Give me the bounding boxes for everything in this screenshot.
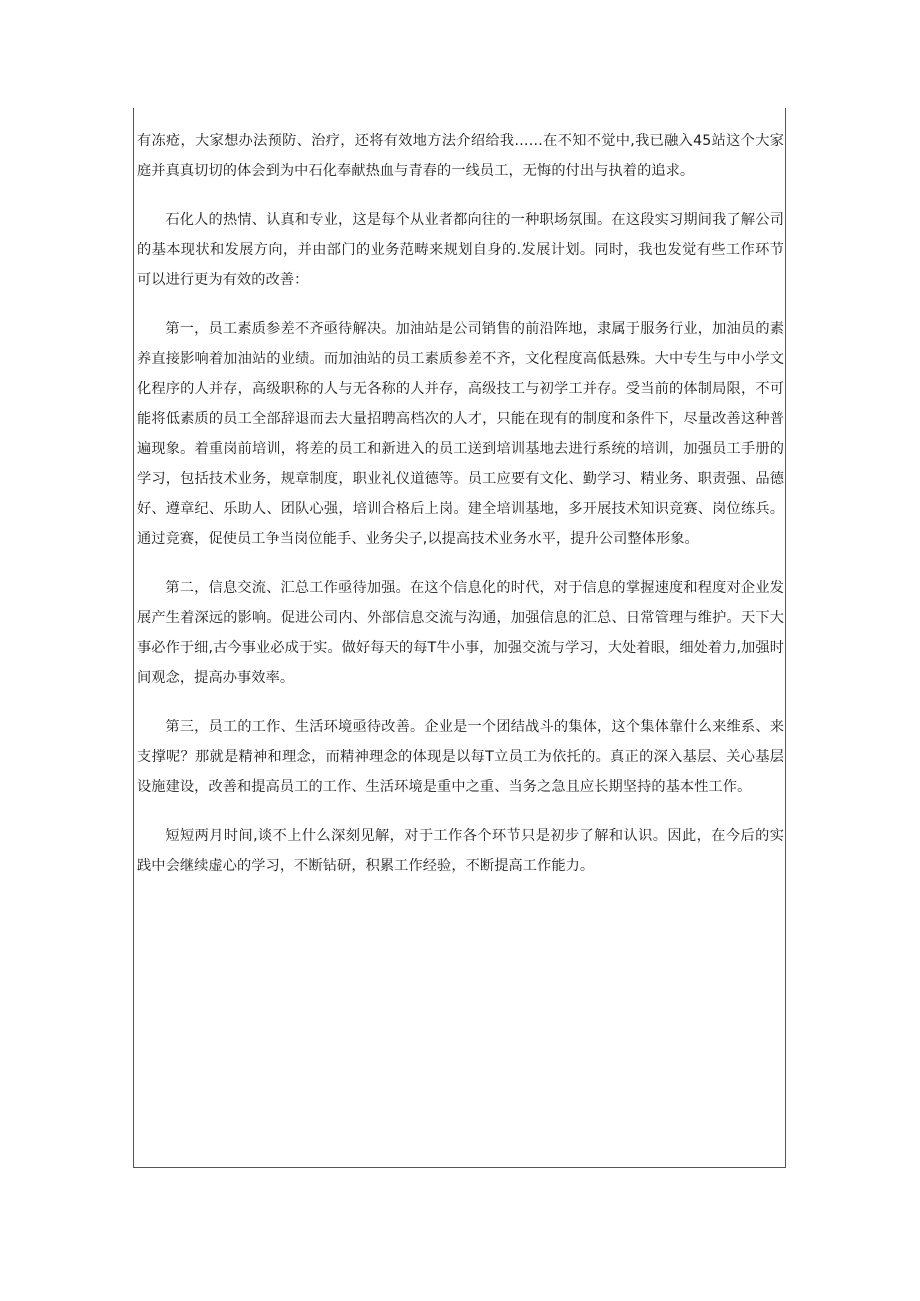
paragraph-point-three-work-environment: 第三，员工的工作、生活环境亟待改善。企业是一个团结战斗的集体，这个集体靠什么来维系、来支撑呢？那就是精神和理念，而精神理念的体现是以每T立员工为依托的。真正的深入基层、关心基层设施建设，改善和提高员工的工作、生活环境是重中之重、当务之急且应长期坚持的基本性工作。: [137, 719, 784, 795]
paragraph-point-two-information-exchange: 第二，信息交流、汇总工作亟待加强。在这个信息化的时代，对于信息的掌握速度和程度对企业发展产生着深远的影响。促进公司内、外部信息交流与沟通，加强信息的汇总、日常管理与维护。天下大事必作于细,古今事业必成于实。做好每天的每T牛小事，加强交流与学习，大处着眼，细处着力,加强时间观念，提高办事效率。: [137, 580, 784, 686]
paragraph-conclusion: 短短两月时间,谈不上什么深刻见解，对于工作各个环节只是初步了解和认识。因此，在今后的实践中会继续虚心的学习，不断钻研，积累工作经验，不断提高工作能力。: [137, 828, 784, 874]
paragraph-workplace-atmosphere: 石化人的热情、认真和专业，这是每个从业者都向往的一种职场氛围。在这段实习期间我了解公司的基本现状和发展方向，并由部门的业务范畴来规划自身的.发展计划。同时，我也发觉有些工作环节可以进行更为有效的改善：: [137, 212, 784, 288]
document-frame: [133, 108, 786, 1168]
paragraph-continuation: 有冻疮，大家想办法预防、治疗，还将有效地方法介绍给我……在不知不觉中,我已融入45站这个大家庭并真真切切的体会到为中石化奉献热血与青春的一线员工，无悔的付出与执着的追求。: [137, 133, 784, 179]
paragraph-point-one-staff-quality: 第一，员工素质参差不齐亟待解决。加油站是公司销售的前沿阵地，隶属于服务行业，加油员的素养直接影响着加油站的业绩。而加油站的员工素质参差不齐，文化程度高低悬殊。大中专生与中小学文化程序的人并存，高级职称的人与无各称的人并存，高级技工与初学工并存。受当前的体制局限，不可能将低素质的员工全部辞退而去大量招聘高档次的人才，只能在现有的制度和条件下，尽量改善这种普遍现象。着重岗前培训，将差的员工和新进入的员工送到培训基地去进行系统的培训，加强员工手册的学习，包括技术业务，规章制度，职业礼仪道德等。员工应要有文化、勤学习、精业务、职责强、品德好、遵章纪、乐助人、团队心强，培训合格后上岗。建全培训基地，多开展技术知识竞赛、岗位练兵。通过竞赛，促使员工争当岗位能手、业务尖子,以提高技术业务水平，提升公司整体形象。: [137, 321, 784, 547]
document-body: [137, 126, 784, 900]
